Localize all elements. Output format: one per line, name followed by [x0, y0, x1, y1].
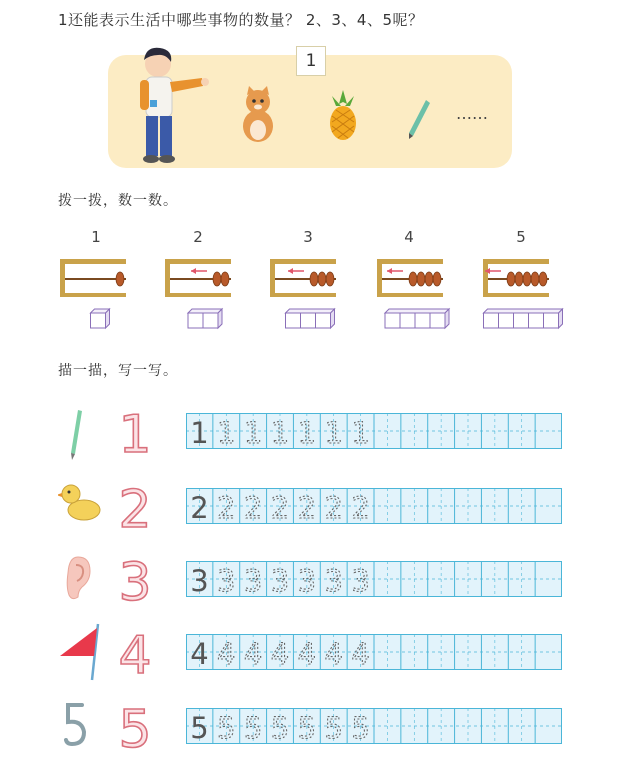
- arrow-head: [387, 268, 392, 274]
- unit-cube: [499, 313, 514, 328]
- traced-digit: 4: [270, 637, 290, 670]
- cube-top: [188, 309, 222, 313]
- abacus: [270, 259, 336, 297]
- traced-digit: 1: [351, 416, 370, 449]
- writing-section-title: 描一描，写一写。: [58, 363, 178, 379]
- abacus-bead: [318, 272, 326, 286]
- abacus-base: [165, 293, 231, 297]
- traced-digit: 3: [297, 564, 317, 597]
- unit-cube: [544, 313, 559, 328]
- abacus: [377, 259, 443, 297]
- pineapple-icon: [326, 90, 360, 142]
- abacus-top-bar: [270, 259, 336, 264]
- abacus-top-bar: [483, 259, 549, 264]
- abacus-top-bar: [60, 259, 126, 264]
- abacus-section-title: 拨一拨，数一数。: [58, 193, 178, 209]
- traced-digit: 1: [324, 416, 343, 449]
- cube-side: [331, 309, 335, 328]
- unit-cube: [91, 313, 106, 328]
- cube-side: [559, 309, 563, 328]
- unit-cube: [514, 313, 529, 328]
- abacus-base: [270, 293, 336, 297]
- abacus-bead: [310, 272, 318, 286]
- traced-digit: 2: [270, 491, 290, 524]
- traced-digit: 1: [243, 416, 263, 449]
- abacus-bead: [213, 272, 221, 286]
- pencil-icon: [406, 98, 432, 140]
- abacus-number: 4: [404, 228, 414, 246]
- writing-grid-row-1[interactable]: [186, 413, 562, 449]
- abacus-bead: [409, 272, 417, 286]
- traced-digit: 5: [243, 711, 263, 744]
- abacus-base: [377, 293, 443, 297]
- abacus-post: [60, 259, 65, 297]
- traced-digit: 3: [270, 564, 290, 597]
- traced-digit: 2: [351, 491, 370, 524]
- traced-digit: 4: [297, 637, 317, 670]
- cube-row: [91, 309, 110, 328]
- cube-top: [484, 309, 563, 313]
- traced-digit: 2: [297, 491, 317, 524]
- abacus-bead: [221, 272, 229, 286]
- abacus-bead: [417, 272, 425, 286]
- traced-digit: 3: [324, 564, 343, 597]
- traced-digit: 1: [297, 416, 317, 449]
- number-badge: 1: [296, 46, 326, 76]
- traced-digit: 3: [217, 564, 236, 597]
- abacus: [165, 259, 231, 297]
- traced-digit: 1: [270, 416, 290, 449]
- traced-digit: 1: [217, 416, 236, 449]
- model-digit: 5: [118, 700, 152, 760]
- traced-digit: 4: [243, 637, 263, 670]
- cube-side: [445, 309, 449, 328]
- model-digit: 3: [118, 553, 152, 613]
- traced-digit: 2: [217, 491, 236, 524]
- ear-icon: [64, 555, 92, 601]
- cat-icon: [236, 86, 280, 144]
- abacus-bead: [507, 272, 515, 286]
- writing-grid-row-5[interactable]: [186, 708, 562, 744]
- duck-icon: [58, 480, 102, 522]
- solid-digit: 1: [190, 416, 209, 449]
- abacus: [483, 259, 549, 297]
- model-digit: 2: [118, 480, 152, 540]
- traced-digit: 5: [297, 711, 317, 744]
- cube-top: [385, 309, 449, 313]
- traced-digit: 2: [243, 491, 263, 524]
- unit-cube: [188, 313, 203, 328]
- solid-digit: 5: [190, 711, 209, 744]
- abacus-number: 1: [91, 228, 101, 246]
- abacus-bead: [425, 272, 433, 286]
- flag-icon: [58, 620, 106, 682]
- arrow-head: [191, 268, 196, 274]
- unit-cube: [203, 313, 218, 328]
- cube-row: [286, 309, 335, 328]
- cube-side: [106, 309, 110, 328]
- abacus-bead: [531, 272, 539, 286]
- abacus-bead: [523, 272, 531, 286]
- model-digits: [110, 400, 160, 760]
- unit-cube: [430, 313, 445, 328]
- writing-grid-row-2[interactable]: [186, 488, 562, 524]
- ellipsis-text: ……: [456, 104, 488, 123]
- cube-row: [385, 309, 449, 328]
- traced-digit: 4: [351, 637, 370, 670]
- abacus-bead: [515, 272, 523, 286]
- traced-digit: 3: [243, 564, 263, 597]
- abacus-number: 3: [303, 228, 313, 246]
- boy-icon: [130, 42, 212, 172]
- writing-grid-row-4[interactable]: [186, 634, 562, 670]
- abacus-post: [270, 259, 275, 297]
- abacus: [60, 259, 126, 297]
- abacus-post: [165, 259, 170, 297]
- model-digit: 1: [118, 405, 152, 465]
- unit-cube: [385, 313, 400, 328]
- hook-icon: [62, 702, 92, 748]
- cube-side: [218, 309, 222, 328]
- traced-digit: 5: [351, 711, 370, 744]
- unit-cube: [484, 313, 499, 328]
- cube-row: [188, 309, 222, 328]
- traced-digit: 3: [351, 564, 370, 597]
- abacus-post: [377, 259, 382, 297]
- solid-digit: 3: [190, 564, 209, 597]
- traced-digit: 5: [324, 711, 343, 744]
- unit-cube: [529, 313, 544, 328]
- model-digit: 4: [118, 626, 152, 686]
- abacus-bead: [433, 272, 441, 286]
- traced-digit: 4: [217, 637, 236, 670]
- abacus-base: [60, 293, 126, 297]
- traced-digit: 5: [217, 711, 236, 744]
- abacus-bead: [116, 272, 124, 286]
- abacus-top-bar: [165, 259, 231, 264]
- abacus-post: [483, 259, 488, 297]
- traced-digit: 2: [324, 491, 343, 524]
- solid-digit: 4: [190, 637, 209, 670]
- abacus-figures: [0, 255, 620, 335]
- abacus-bead: [326, 272, 334, 286]
- pencil-icon: [64, 408, 88, 460]
- abacus-number: 2: [193, 228, 203, 246]
- question-text: 1还能表示生活中哪些事物的数量？ 2、3、4、5呢？: [58, 11, 424, 29]
- unit-cube: [286, 313, 301, 328]
- cube-top: [286, 309, 335, 313]
- abacus-bead: [539, 272, 547, 286]
- unit-cube: [301, 313, 316, 328]
- unit-cube: [316, 313, 331, 328]
- writing-grid-row-3[interactable]: [186, 561, 562, 597]
- arrow-head: [288, 268, 293, 274]
- abacus-number: 5: [516, 228, 526, 246]
- unit-cube: [400, 313, 415, 328]
- traced-digit: 5: [270, 711, 290, 744]
- unit-cube: [415, 313, 430, 328]
- traced-digit: 4: [324, 637, 343, 670]
- abacus-top-bar: [377, 259, 443, 264]
- abacus-base: [483, 293, 549, 297]
- solid-digit: 2: [190, 491, 209, 524]
- cube-row: [484, 309, 563, 328]
